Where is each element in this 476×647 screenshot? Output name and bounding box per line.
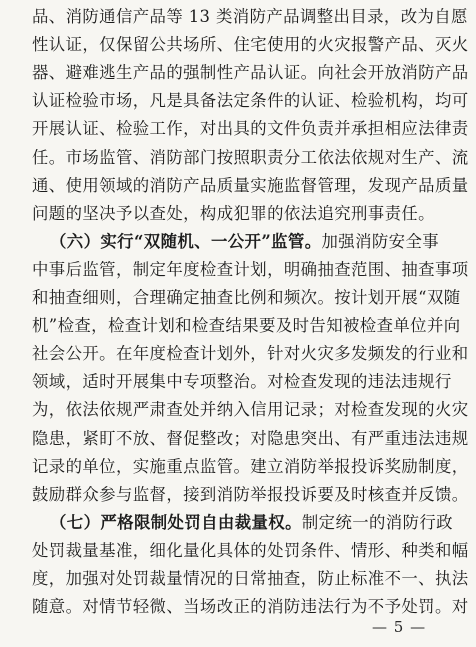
section-seven-heading: （七）严格限制处罚自由裁量权。 [50, 512, 302, 532]
text-line: 开展认证、检验工作，对出具的文件负责并承担相应法律责 [32, 119, 469, 139]
section-six-line [50, 232, 446, 252]
text-span: 加强消防安全事 [321, 231, 440, 251]
text-line: 度，加强对处罚裁量情况的日常抽查，防止标准不一、执法 [32, 569, 469, 588]
text-line: 隐患，紧盯不放、督促整改；对隐患突出、有严重违法违规 [32, 428, 469, 448]
page-number: — 5 — [372, 618, 427, 636]
text-line: 记录的单位，实施重点监管。建立消防举报投诉奖励制度， [32, 456, 469, 476]
text-line: 中事后监管，制定年度检查计划，明确抽查范围、抽查事项 [32, 259, 469, 279]
text-line: 认证检验市场，凡是具备法定条件的认证、检验机构，均可 [32, 91, 469, 111]
text-line: 任。市场监管、消防部门按照职责分工依法依规对生产、流 [32, 147, 469, 167]
text-line: 和抽查细则，合理确定抽查比例和频次。按计划开展“双随 [32, 288, 461, 307]
text-line: 社会公开。在年度检查计划外，针对火灾多发频发的行业和 [32, 344, 469, 364]
text-line: 问题的坚决予以查处，构成犯罪的依法追究刑事责任。 [32, 203, 435, 223]
text-line: 处罚裁量基准，细化量化具体的处罚条件、情形、种类和幅 [32, 540, 469, 560]
text-line: 器、避难逃生产品的强制性产品认证。向社会开放消防产品 [32, 63, 469, 83]
section-seven-line [50, 512, 453, 533]
text-line: 机”检查，检查计划和检查结果要及时告知被检查单位并向 [32, 316, 461, 336]
text-line: 为，依法依规严肃查处并纳入信用记录；对检查发现的火灾 [32, 400, 469, 420]
text-span: 制定统一的消防行政 [301, 512, 453, 532]
text-line: 鼓励群众参与监督，接到消防举报投诉要及时核查并反馈。 [32, 484, 469, 504]
text-line: 随意。对情节轻微、当场改正的消防违法行为不予处罚。对 [32, 597, 469, 617]
text-line: 性认证，仅保留公共场所、住宅使用的火灾报警产品、灭火 [32, 35, 469, 55]
text-line: 通、使用领域的消防产品质量实施监督管理，发现产品质量 [32, 175, 469, 195]
section-six-heading: （六）实行“双随机、一公开”监管。 [50, 231, 322, 251]
text-line: 领域，适时开展集中专项整治。对检查发现的违法违规行 [32, 372, 452, 392]
text-line: 品、消防通信产品等 13 类消防产品调整出目录，改为自愿 [32, 7, 468, 26]
